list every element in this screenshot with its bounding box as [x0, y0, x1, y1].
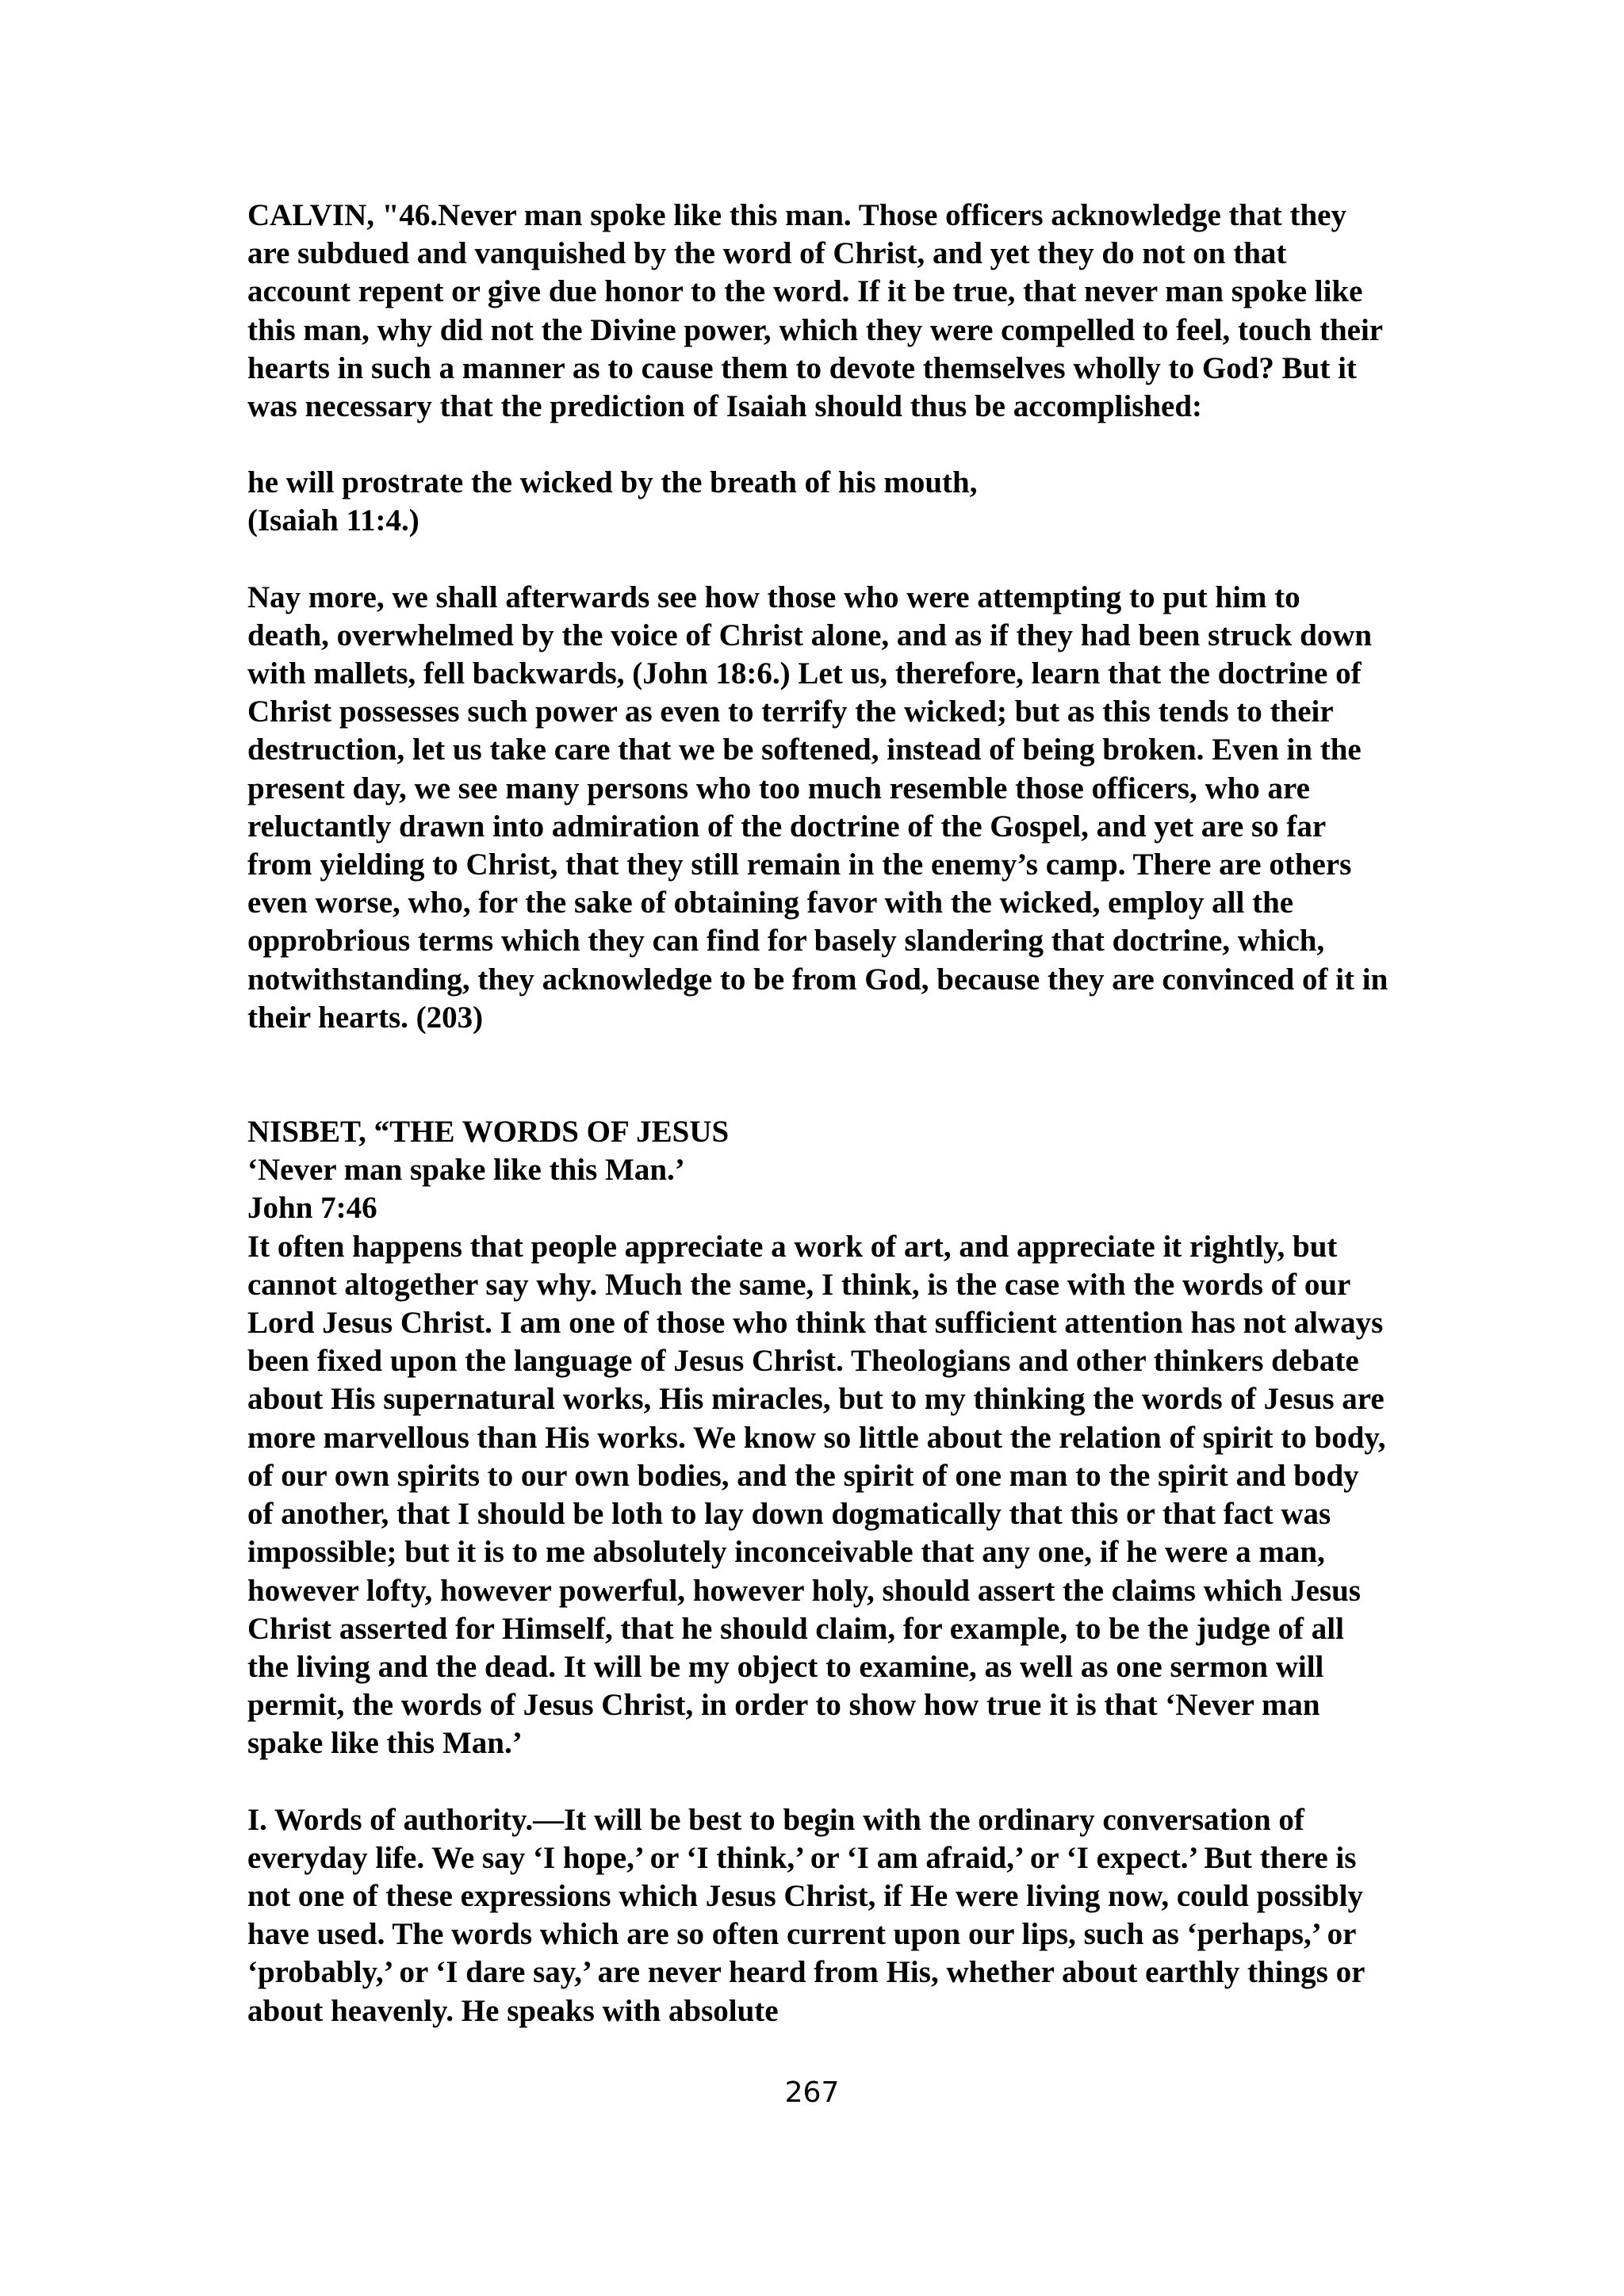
- paragraph-spacer: [247, 1763, 1389, 1801]
- section-spacer: [247, 1037, 1389, 1113]
- nisbet-paragraph: It often happens that people appreciate a work of art, and appreciate it rightly, but cannot altogether say why. Much the same, I think, is the case with the words of our Lord Jesus Christ. I am one of those who think that sufficient attention has not always been fixed upon the language of Jesus Christ. Theologians and other thinkers debate about His supernatural works, His miracles, but to my thinking the words of Jesus are more marvellous than His works. We know so little about the relation of spirit to body, of our own spirits to our own bodies, and the spirit of one man to the spirit and body of another, that I should be loth to lay down dogmatically that this or that fact was impossible; but it is to me absolutely inconceivable that any one, if he were a man, however lofty, however powerful, however holy, should assert the claims which Jesus Christ asserted for Himself, that he should claim, for example, to be the judge of all the living and the dead. It will be my object to examine, as well as one sermon will permit, the words of Jesus Christ, in order to show how true it is that ‘Never man spake like this Man.’: [247, 1229, 1386, 1761]
- section-one-paragraph: I. Words of authority.—It will be best to begin with the ordinary conversation of everyday life. We say ‘I hope,’ or ‘I think,’ or ‘I am afraid,’ or ‘I expect.’ But there is not one of these expressions which Jesus Christ, if He were living now, could possibly have used. The words which are so often current upon our lips, such as ‘perhaps,’ or ‘probably,’ or ‘I dare say,’ are never heard from His, whether about earthly things or about heavenly. He speaks with absolute: [247, 1802, 1365, 2028]
- isaiah-quote-line: he will prostrate the wicked by the breath of his mouth,: [247, 465, 978, 500]
- nisbet-header: [247, 1113, 1389, 1228]
- isaiah-reference: (Isaiah 11:4.): [247, 503, 419, 538]
- calvin-paragraph: CALVIN, "46.Never man spoke like this man. Those officers acknowledge that they are subdued and vanquished by the word of Christ, and yet they do not on that account repent or give due honor to the word. If it be true, that never man spoke like this man, why did not the Divine power, which they were compelled to feel, touch their hearts in such a manner as to cause them to devote themselves wholly to God? But it was necessary that the prediction of Isaiah should thus be accomplished:: [247, 198, 1383, 424]
- paragraph-spacer: [247, 541, 1389, 579]
- isaiah-quotation: [247, 464, 1389, 540]
- page-number: 267: [784, 2076, 840, 2109]
- page-body: [247, 197, 1389, 2030]
- nisbet-heading: NISBET, “THE WORDS OF JESUS: [247, 1115, 730, 1150]
- nisbet-text: ‘Never man spake like this Man.’: [247, 1153, 685, 1188]
- paragraph-spacer: [247, 426, 1389, 464]
- calvin-continuation-paragraph: Nay more, we shall afterwards see how those who were attempting to put him to death, overwhelmed by the voice of Christ alone, and as if they had been struck down with mallets, fell backwards, (John 18:6.) Let us, therefore, learn that the doctrine of Christ possesses such power as even to terrify the wicked; but as this tends to their destruction, let us take care that we be softened, instead of being broken. Even in the present day, we see many persons who too much resemble those officers, who are reluctantly drawn into admiration of the doctrine of the Gospel, and yet are so far from yielding to Christ, that they still remain in the enemy’s camp. There are others even worse, who, for the sake of obtaining favor with the wicked, employ all the opprobrious terms which they can find for basely slandering that doctrine, which, notwithstanding, they acknowledge to be from God, because they are convinced of it in their hearts. (203): [247, 580, 1388, 1035]
- nisbet-reference: John 7:46: [247, 1191, 377, 1226]
